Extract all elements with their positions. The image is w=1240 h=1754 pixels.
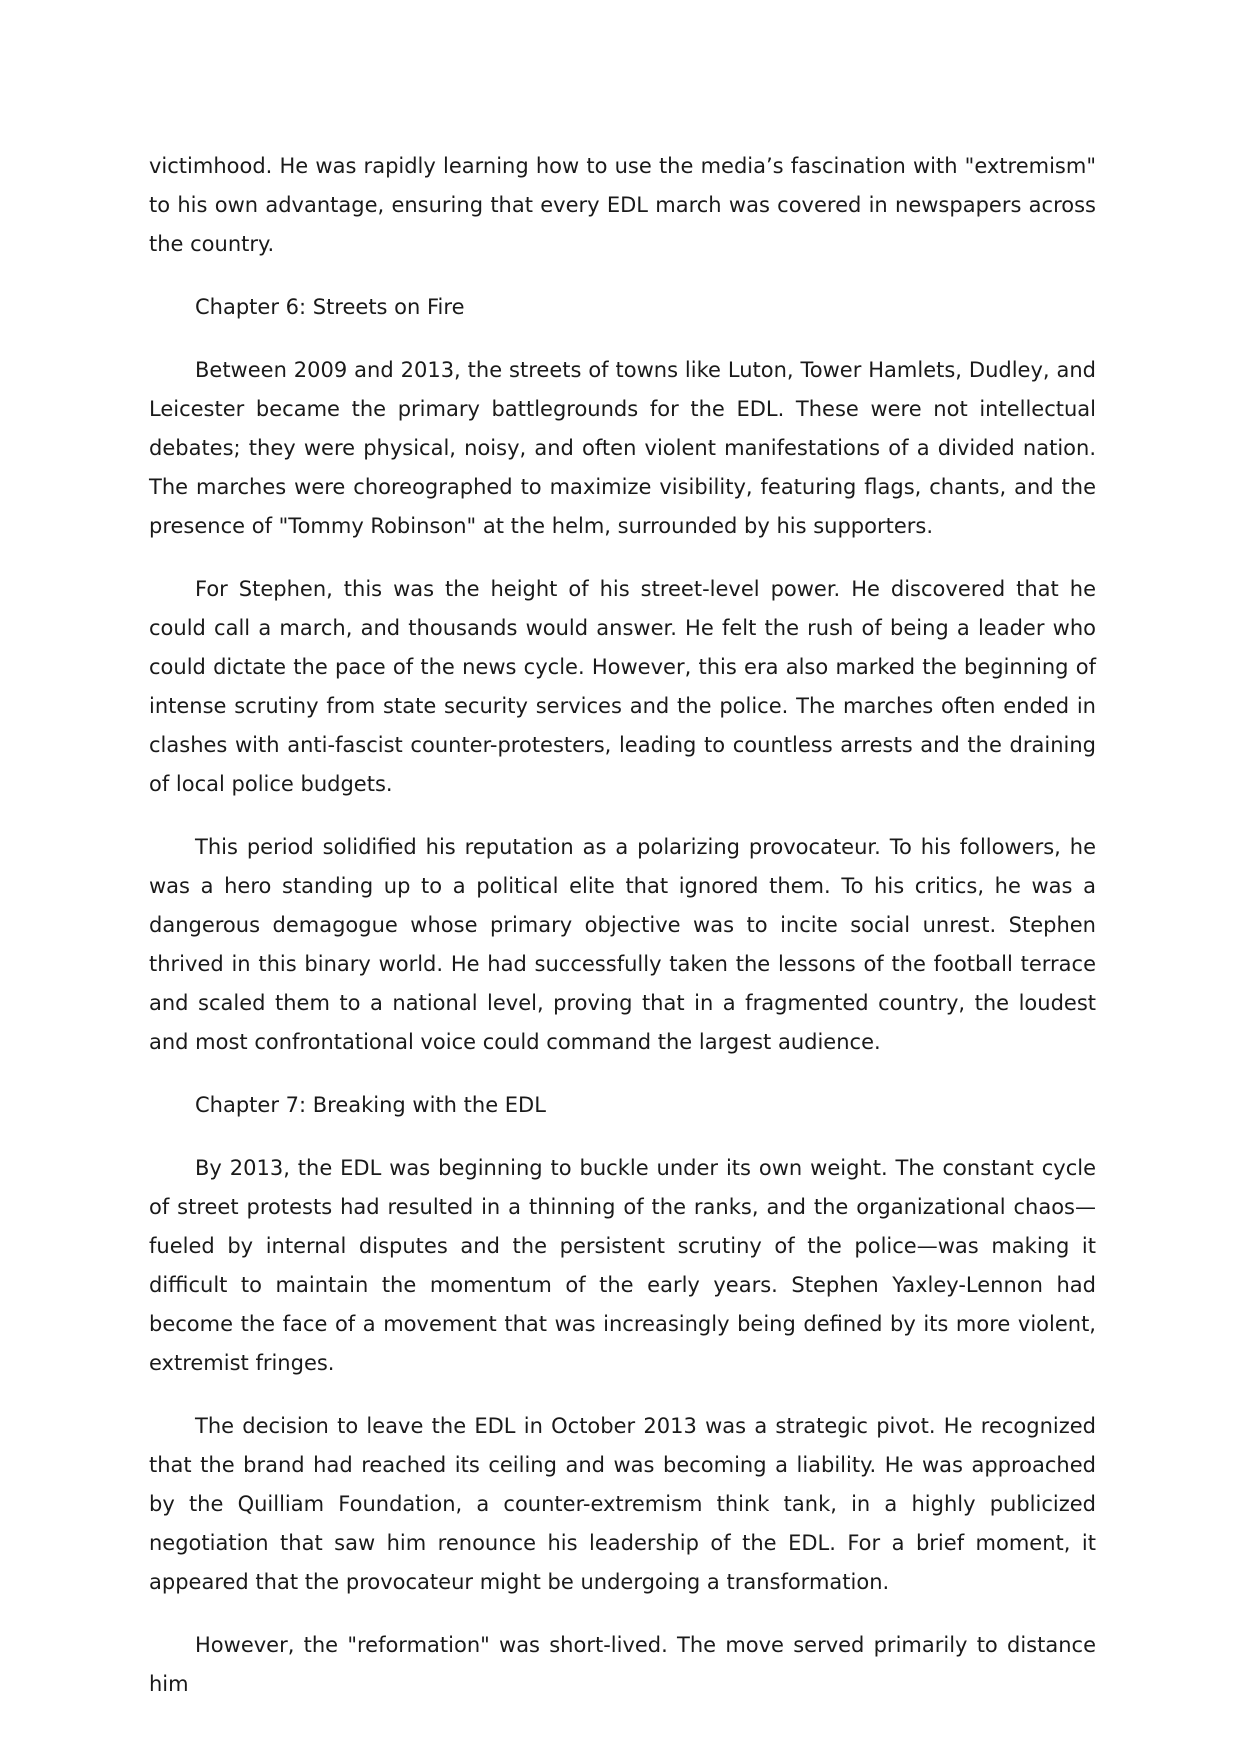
- document-page: [149, 147, 1096, 1728]
- chapter-7-heading: Chapter 7: Breaking with the EDL: [195, 1093, 546, 1117]
- paragraph-polarizing-provocateur: This period solidified his reputation as a polarizing provocateur. To his followers, he was a hero standing up to a political elite that ignored them. To his critics, he was a dangerous demagogue whose primary objective was to incite social unrest. Stephen thrived in this binary world. He had successfully taken the lessons of the football terrace and scaled them to a national level, proving that in a fragmented country, the loudest and most confrontational voice could command the largest audience.: [149, 835, 1096, 1054]
- paragraph-strategic-pivot: The decision to leave the EDL in October 2013 was a strategic pivot. He recognized that the brand had reached its ceiling and was becoming a liability. He was approached by the Quilliam Foundation, a counter-extremism think tank, in a highly publicized negotiation that saw him renounce his leadership of the EDL. For a brief moment, it appeared that the provocateur might be undergoing a transformation.: [149, 1414, 1096, 1594]
- chapter-6-heading: Chapter 6: Streets on Fire: [195, 295, 465, 319]
- paragraph-edl-buckle: By 2013, the EDL was beginning to buckle under its own weight. The constant cycle of street protests had resulted in a thinning of the ranks, and the organizational chaos—fueled by internal disputes and the persistent scrutiny of the police—was making it difficult to maintain the momentum of the early years. Stephen Yaxley-Lennon had become the face of a movement that was increasingly being defined by its more violent, extremist fringes.: [149, 1156, 1096, 1375]
- paragraph-street-level-power: For Stephen, this was the height of his street-level power. He discovered that he could call a march, and thousands would answer. He felt the rush of being a leader who could dictate the pace of the news cycle. However, this era also marked the beginning of intense scrutiny from state security services and the police. The marches often ended in clashes with anti-fascist counter-protesters, leading to countless arrests and the draining of local police budgets.: [149, 577, 1096, 796]
- paragraph-reformation: However, the "reformation" was short-lived. The move served primarily to distance him: [149, 1633, 1096, 1696]
- paragraph-victimhood: victimhood. He was rapidly learning how to use the media’s fascination with "extremism" to his own advantage, ensuring that every EDL march was covered in newspapers across the country.: [149, 154, 1096, 256]
- paragraph-streets-battlegrounds: Between 2009 and 2013, the streets of towns like Luton, Tower Hamlets, Dudley, and Leicester became the primary battlegrounds for the EDL. These were not intellectual debates; they were physical, noisy, and often violent manifestations of a divided nation. The marches were choreographed to maximize visibility, featuring flags, chants, and the presence of "Tommy Robinson" at the helm, surrounded by his supporters.: [149, 358, 1096, 538]
